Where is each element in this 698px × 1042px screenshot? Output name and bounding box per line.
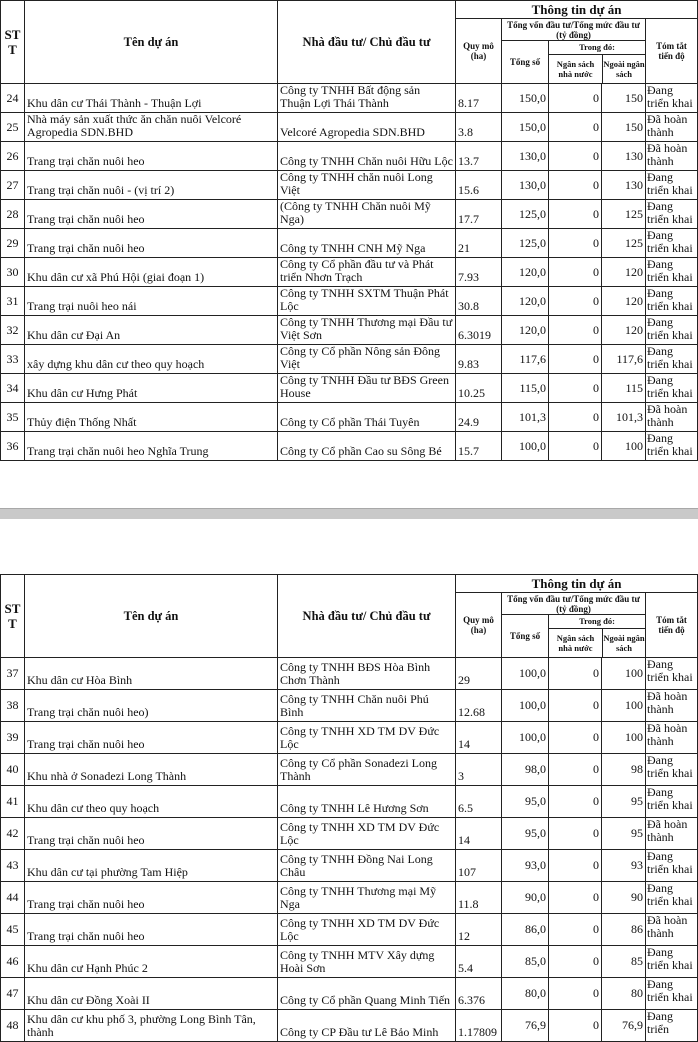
- header-progress-summary: Tóm tắt tiến độ: [646, 19, 698, 84]
- progress-status: Đang triển khai: [646, 850, 698, 882]
- row-stt: 32: [1, 316, 25, 345]
- scale-ha: 3.8: [456, 113, 502, 142]
- non-state-budget: 150: [602, 84, 646, 113]
- scale-ha: 15.7: [456, 432, 502, 461]
- non-state-budget: 120: [602, 316, 646, 345]
- investor-name: Công ty TNHH Bất động sản Thuận Lợi Thái Thành: [278, 84, 456, 113]
- project-name: Khu dân cư Hòa Bình: [25, 658, 278, 690]
- investor-name: Công ty TNHH MTV Xây dựng Hoài Sơn: [278, 946, 456, 978]
- row-stt: 31: [1, 287, 25, 316]
- non-state-budget: 130: [602, 171, 646, 200]
- header-progress-summary: Tóm tắt tiến độ: [646, 593, 698, 658]
- header-non-state-budget: Ngoài ngân sách: [603, 633, 645, 653]
- total-capital: 101,3: [502, 403, 549, 432]
- non-state-budget: 125: [602, 200, 646, 229]
- non-state-budget: 86: [602, 914, 646, 946]
- investor-name: Công ty Cổ phần Cao su Sông Bé: [278, 432, 456, 461]
- total-capital: 150,0: [502, 84, 549, 113]
- header-total: Tổng số: [502, 41, 549, 84]
- table-row: [1, 200, 698, 229]
- progress-status: Đã hoàn thành: [646, 818, 698, 850]
- table-row: [1, 345, 698, 374]
- document-page-1: [0, 0, 698, 458]
- table-row: [1, 1010, 698, 1042]
- non-state-budget: 98: [602, 754, 646, 786]
- total-capital: 86,0: [502, 914, 549, 946]
- table-row: [1, 258, 698, 287]
- header-investor: Nhà đầu tư/ Chủ đầu tư: [278, 575, 456, 658]
- scale-ha: 17.7: [456, 200, 502, 229]
- table-header: [1, 575, 698, 658]
- total-capital: 150,0: [502, 113, 549, 142]
- total-capital: 125,0: [502, 200, 549, 229]
- table-body: [1, 84, 698, 461]
- page-separator: [0, 508, 698, 519]
- header-project-info: Thông tin dự án: [456, 575, 698, 593]
- table-body: [1, 658, 698, 1042]
- row-stt: 46: [1, 946, 25, 978]
- non-state-budget: 100: [602, 432, 646, 461]
- scale-ha: 107: [456, 850, 502, 882]
- header-scale: Quy mô (ha): [456, 19, 502, 84]
- table-row: [1, 171, 698, 200]
- project-name: Trang trại chăn nuôi heo: [25, 818, 278, 850]
- investor-name: Công ty TNHH XD TM DV Đức Lộc: [278, 818, 456, 850]
- state-budget: 0: [549, 258, 602, 287]
- table-row: [1, 432, 698, 461]
- progress-status: Đang triển khai: [646, 374, 698, 403]
- project-name: Khu dân cư Đồng Xoài II: [25, 978, 278, 1010]
- progress-status: Đang triển khai: [646, 258, 698, 287]
- table-row: [1, 287, 698, 316]
- state-budget: 0: [549, 345, 602, 374]
- table-row: [1, 316, 698, 345]
- progress-status: Đang triển khai: [646, 754, 698, 786]
- progress-status: Đã hoàn thành: [646, 690, 698, 722]
- progress-status: Đang triển khai: [646, 200, 698, 229]
- state-budget: 0: [549, 882, 602, 914]
- investor-name: Công ty Cổ phần Nông sản Đông Việt: [278, 345, 456, 374]
- project-name: Khu nhà ở Sonadezi Long Thành: [25, 754, 278, 786]
- non-state-budget: 93: [602, 850, 646, 882]
- row-stt: 42: [1, 818, 25, 850]
- project-name: Trang trại chăn nuôi heo: [25, 722, 278, 754]
- progress-status: Đang triển khai: [646, 229, 698, 258]
- state-budget: 0: [549, 658, 602, 690]
- non-state-budget: 125: [602, 229, 646, 258]
- scale-ha: 11.8: [456, 882, 502, 914]
- header-total-capital: Tổng vốn đầu tư/Tổng mức đầu tư (tỷ đồng): [502, 19, 646, 41]
- row-stt: 30: [1, 258, 25, 287]
- project-name: Thủy điện Thống Nhất: [25, 403, 278, 432]
- state-budget: 0: [549, 850, 602, 882]
- project-name: Khu dân cư Đại An: [25, 316, 278, 345]
- total-capital: 85,0: [502, 946, 549, 978]
- investor-name: Công ty Cổ phần Sonadezi Long Thành: [278, 754, 456, 786]
- non-state-budget: 120: [602, 258, 646, 287]
- header-of-which: [549, 615, 646, 658]
- row-stt: 47: [1, 978, 25, 1010]
- total-capital: 100,0: [502, 658, 549, 690]
- state-budget: 0: [549, 978, 602, 1010]
- scale-ha: 21: [456, 229, 502, 258]
- project-name: xây dựng khu dân cư theo quy hoạch: [25, 345, 278, 374]
- row-stt: 26: [1, 142, 25, 171]
- state-budget: 0: [549, 1010, 602, 1042]
- progress-status: Đã hoàn thành: [646, 113, 698, 142]
- non-state-budget: 90: [602, 882, 646, 914]
- header-non-state-budget: Ngoài ngân sách: [603, 59, 645, 79]
- header-trong-do: Trong đó:: [549, 615, 645, 629]
- project-name: Trang trại chăn nuôi heo): [25, 690, 278, 722]
- scale-ha: 13.7: [456, 142, 502, 171]
- scale-ha: 29: [456, 658, 502, 690]
- table-row: [1, 658, 698, 690]
- row-stt: 25: [1, 113, 25, 142]
- table-row: [1, 722, 698, 754]
- table-row: [1, 113, 698, 142]
- scale-ha: 15.6: [456, 171, 502, 200]
- non-state-budget: 120: [602, 287, 646, 316]
- scale-ha: 14: [456, 722, 502, 754]
- project-table-1: [0, 0, 698, 461]
- scale-ha: 12.68: [456, 690, 502, 722]
- investor-name: Công ty TNHH XD TM DV Đức Lộc: [278, 914, 456, 946]
- investor-name: Công ty CP Đầu tư Lê Bảo Minh: [278, 1010, 456, 1042]
- table-row: [1, 84, 698, 113]
- project-name: Trang trại chăn nuôi heo: [25, 882, 278, 914]
- header-project-name: Tên dự án: [25, 1, 278, 84]
- progress-status: Đã hoàn thành: [646, 722, 698, 754]
- scale-ha: 6.376: [456, 978, 502, 1010]
- project-name: Khu dân cư theo quy hoạch: [25, 786, 278, 818]
- row-stt: 34: [1, 374, 25, 403]
- project-name: Trang trại nuôi heo nái: [25, 287, 278, 316]
- total-capital: 93,0: [502, 850, 549, 882]
- row-stt: 37: [1, 658, 25, 690]
- total-capital: 115,0: [502, 374, 549, 403]
- total-capital: 100,0: [502, 722, 549, 754]
- state-budget: 0: [549, 432, 602, 461]
- row-stt: 36: [1, 432, 25, 461]
- row-stt: 33: [1, 345, 25, 374]
- non-state-budget: 95: [602, 818, 646, 850]
- non-state-budget: 117,6: [602, 345, 646, 374]
- investor-name: Công ty TNHH CNH Mỹ Nga: [278, 229, 456, 258]
- state-budget: 0: [549, 374, 602, 403]
- total-capital: 117,6: [502, 345, 549, 374]
- state-budget: 0: [549, 722, 602, 754]
- scale-ha: 10.25: [456, 374, 502, 403]
- project-name: Khu dân cư tại phường Tam Hiệp: [25, 850, 278, 882]
- total-capital: 95,0: [502, 786, 549, 818]
- document-page-2: [0, 574, 698, 1039]
- investor-name: Velcoré Agropedia SDN.BHD: [278, 113, 456, 142]
- non-state-budget: 85: [602, 946, 646, 978]
- state-budget: 0: [549, 113, 602, 142]
- state-budget: 0: [549, 690, 602, 722]
- row-stt: 35: [1, 403, 25, 432]
- progress-status: Đang triển khai: [646, 978, 698, 1010]
- total-capital: 125,0: [502, 229, 549, 258]
- progress-status: Đang triển khai: [646, 432, 698, 461]
- progress-status: Đang triển: [646, 1010, 698, 1042]
- state-budget: 0: [549, 818, 602, 850]
- non-state-budget: 115: [602, 374, 646, 403]
- investor-name: Công ty TNHH Thương mại Đầu tư Việt Sơn: [278, 316, 456, 345]
- project-name: Khu dân cư Hưng Phát: [25, 374, 278, 403]
- non-state-budget: 80: [602, 978, 646, 1010]
- project-name: Trang trại chăn nuôi heo: [25, 914, 278, 946]
- non-state-budget: 101,3: [602, 403, 646, 432]
- investor-name: Công ty TNHH Chăn nuôi Hữu Lộc: [278, 142, 456, 171]
- project-name: Trang trại chăn nuôi heo: [25, 229, 278, 258]
- scale-ha: 6.5: [456, 786, 502, 818]
- state-budget: 0: [549, 229, 602, 258]
- header-stt: ST T: [1, 1, 25, 84]
- total-capital: 130,0: [502, 142, 549, 171]
- header-project-info: Thông tin dự án: [456, 1, 698, 19]
- progress-status: Đang triển khai: [646, 345, 698, 374]
- project-name: Trang trại chăn nuôi - (vị trí 2): [25, 171, 278, 200]
- state-budget: 0: [549, 946, 602, 978]
- non-state-budget: 76,9: [602, 1010, 646, 1042]
- header-trong-do: Trong đó:: [549, 41, 645, 55]
- state-budget: 0: [549, 200, 602, 229]
- investor-name: Công ty TNHH SXTM Thuận Phát Lộc: [278, 287, 456, 316]
- table-row: [1, 690, 698, 722]
- investor-name: Công ty TNHH Đầu tư BĐS Green House: [278, 374, 456, 403]
- row-stt: 41: [1, 786, 25, 818]
- row-stt: 48: [1, 1010, 25, 1042]
- state-budget: 0: [549, 914, 602, 946]
- row-stt: 43: [1, 850, 25, 882]
- project-name: Nhà máy sản xuất thức ăn chăn nuôi Velcoré Agropedia SDN.BHD: [25, 113, 278, 142]
- header-state-budget: Ngân sách nhà nước: [549, 629, 603, 657]
- progress-status: Đang triển khai: [646, 171, 698, 200]
- row-stt: 39: [1, 722, 25, 754]
- table-row: [1, 946, 698, 978]
- total-capital: 80,0: [502, 978, 549, 1010]
- table-row: [1, 850, 698, 882]
- header-total: Tổng số: [502, 615, 549, 658]
- scale-ha: 3: [456, 754, 502, 786]
- project-name: Khu dân cư Thái Thành - Thuận Lợi: [25, 84, 278, 113]
- investor-name: Công ty TNHH Lê Hương Sơn: [278, 786, 456, 818]
- investor-name: Công ty TNHH BĐS Hòa Bình Chơn Thành: [278, 658, 456, 690]
- state-budget: 0: [549, 287, 602, 316]
- scale-ha: 30.8: [456, 287, 502, 316]
- investor-name: Công ty TNHH Chăn nuôi Phú Bình: [278, 690, 456, 722]
- row-stt: 28: [1, 200, 25, 229]
- progress-status: Đang triển khai: [646, 84, 698, 113]
- project-name: Khu dân cư khu phố 3, phường Long Bình Tân, thành: [25, 1010, 278, 1042]
- table-row: [1, 403, 698, 432]
- scale-ha: 6.3019: [456, 316, 502, 345]
- header-stt: ST T: [1, 575, 25, 658]
- project-name: Trang trại chăn nuôi heo Nghĩa Trung: [25, 432, 278, 461]
- table-row: [1, 978, 698, 1010]
- table-row: [1, 818, 698, 850]
- row-stt: 27: [1, 171, 25, 200]
- project-name: Khu dân cư Hạnh Phúc 2: [25, 946, 278, 978]
- total-capital: 120,0: [502, 287, 549, 316]
- state-budget: 0: [549, 403, 602, 432]
- non-state-budget: 100: [602, 722, 646, 754]
- total-capital: 98,0: [502, 754, 549, 786]
- total-capital: 120,0: [502, 258, 549, 287]
- state-budget: 0: [549, 171, 602, 200]
- non-state-budget: 100: [602, 690, 646, 722]
- table-row: [1, 374, 698, 403]
- non-state-budget: 130: [602, 142, 646, 171]
- state-budget: 0: [549, 316, 602, 345]
- table-row: [1, 914, 698, 946]
- progress-status: Đang triển khai: [646, 882, 698, 914]
- table-row: [1, 229, 698, 258]
- investor-name: Công ty TNHH chăn nuôi Long Việt: [278, 171, 456, 200]
- project-table-2: [0, 574, 698, 1042]
- row-stt: 29: [1, 229, 25, 258]
- progress-status: Đang triển khai: [646, 658, 698, 690]
- row-stt: 24: [1, 84, 25, 113]
- row-stt: 38: [1, 690, 25, 722]
- progress-status: Đã hoàn thành: [646, 403, 698, 432]
- investor-name: Công ty TNHH Thương mại Mỹ Nga: [278, 882, 456, 914]
- investor-name: Công ty Cổ phần Thái Tuyên: [278, 403, 456, 432]
- state-budget: 0: [549, 84, 602, 113]
- table-row: [1, 754, 698, 786]
- scale-ha: 1.17809: [456, 1010, 502, 1042]
- total-capital: 100,0: [502, 690, 549, 722]
- scale-ha: 9.83: [456, 345, 502, 374]
- non-state-budget: 95: [602, 786, 646, 818]
- header-project-name: Tên dự án: [25, 575, 278, 658]
- row-stt: 45: [1, 914, 25, 946]
- scale-ha: 5.4: [456, 946, 502, 978]
- investor-name: Công ty Cổ phần Quang Minh Tiến: [278, 978, 456, 1010]
- total-capital: 120,0: [502, 316, 549, 345]
- non-state-budget: 150: [602, 113, 646, 142]
- progress-status: Đang triển khai: [646, 946, 698, 978]
- project-name: Khu dân cư xã Phú Hội (giai đoạn 1): [25, 258, 278, 287]
- header-total-capital: Tổng vốn đầu tư/Tổng mức đầu tư (tỷ đồng): [502, 593, 646, 615]
- progress-status: Đã hoàn thành: [646, 142, 698, 171]
- row-stt: 40: [1, 754, 25, 786]
- total-capital: 76,9: [502, 1010, 549, 1042]
- header-state-budget: Ngân sách nhà nước: [549, 55, 603, 83]
- table-header: [1, 1, 698, 84]
- total-capital: 90,0: [502, 882, 549, 914]
- progress-status: Đã hoàn thành: [646, 914, 698, 946]
- progress-status: Đang triển khai: [646, 316, 698, 345]
- total-capital: 130,0: [502, 171, 549, 200]
- total-capital: 95,0: [502, 818, 549, 850]
- state-budget: 0: [549, 142, 602, 171]
- scale-ha: 7.93: [456, 258, 502, 287]
- investor-name: Công ty TNHH XD TM DV Đức Lộc: [278, 722, 456, 754]
- project-name: Trang trại chăn nuôi heo: [25, 142, 278, 171]
- table-row: [1, 786, 698, 818]
- project-name: Trang trại chăn nuôi heo: [25, 200, 278, 229]
- header-scale: Quy mô (ha): [456, 593, 502, 658]
- investor-name: Công ty Cổ phần đầu tư và Phát triển Nhơn Trạch: [278, 258, 456, 287]
- table-row: [1, 882, 698, 914]
- scale-ha: 24.9: [456, 403, 502, 432]
- investor-name: (Công ty TNHH Chăn nuôi Mỹ Nga): [278, 200, 456, 229]
- row-stt: 44: [1, 882, 25, 914]
- scale-ha: 12: [456, 914, 502, 946]
- progress-status: Đang triển khai: [646, 786, 698, 818]
- progress-status: Đang triển khai: [646, 287, 698, 316]
- scale-ha: 14: [456, 818, 502, 850]
- scale-ha: 8.17: [456, 84, 502, 113]
- table-row: [1, 142, 698, 171]
- total-capital: 100,0: [502, 432, 549, 461]
- header-investor: Nhà đầu tư/ Chủ đầu tư: [278, 1, 456, 84]
- non-state-budget: 100: [602, 658, 646, 690]
- state-budget: 0: [549, 754, 602, 786]
- header-of-which: [549, 41, 646, 84]
- state-budget: 0: [549, 786, 602, 818]
- investor-name: Công ty TNHH Đồng Nai Long Châu: [278, 850, 456, 882]
